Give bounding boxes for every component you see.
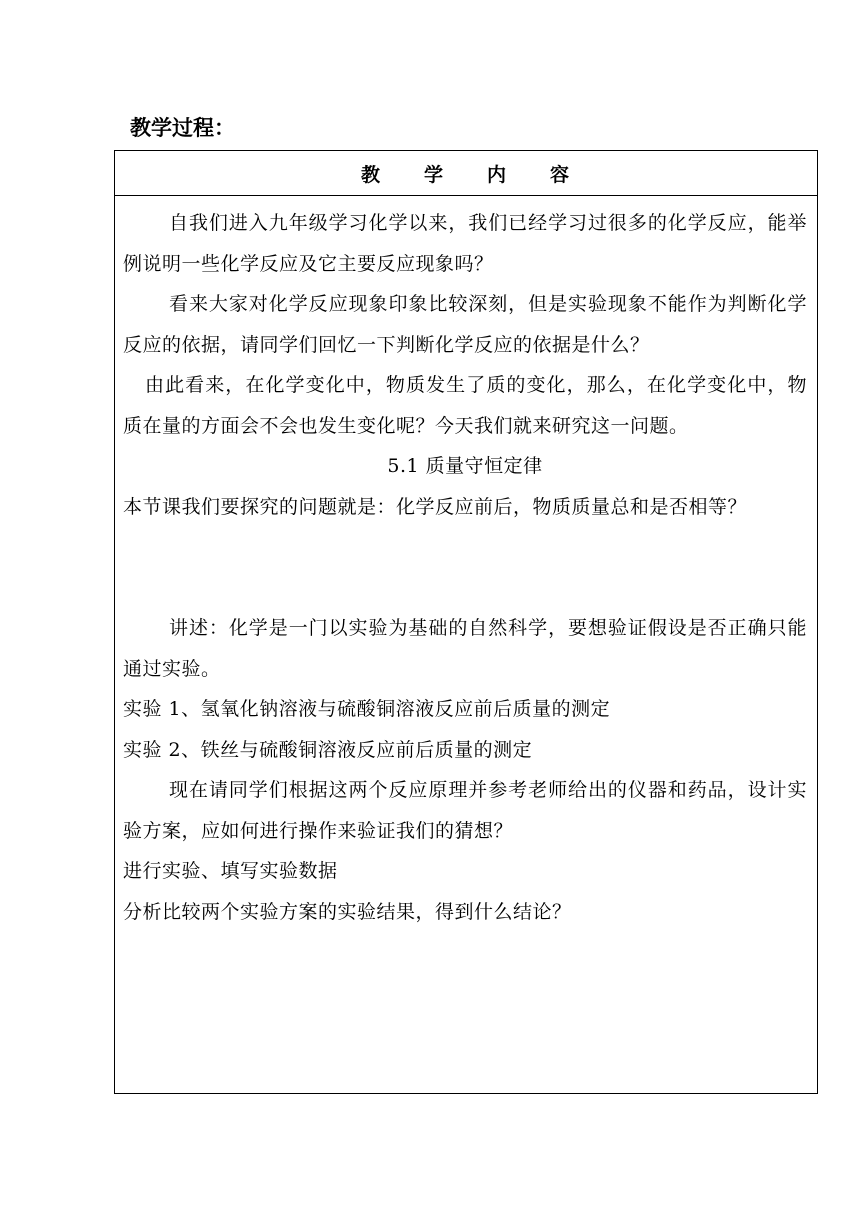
section-title: 教学过程： — [130, 116, 235, 140]
narration-paragraph: 讲述：化学是一门以实验为基础的自然科学，要想验证假设是否正确只能通过实验。 — [123, 617, 807, 680]
teaching-content-table — [114, 150, 818, 1094]
intro-paragraph: 自我们进入九年级学习化学以来，我们已经学习过很多的化学反应，能举例说明一些化学反应及它主要反应现象吗？ — [123, 212, 807, 275]
table-header — [115, 151, 817, 196]
inquiry-question-paragraph: 本节课我们要探究的问题就是：化学反应前后，物质质量总和是否相等？ — [123, 495, 748, 518]
transition-paragraph: 由此看来，在化学变化中，物质发生了质的变化，那么，在化学变化中，物质在量的方面会不会也发生变化呢？今天我们就来研究这一问题。 — [123, 374, 807, 437]
experiment-2-line: 实验 2、铁丝与硫酸铜溶液反应前后质量的测定 — [123, 738, 533, 761]
design-plan-paragraph: 现在请同学们根据这两个反应原理并参考老师给出的仪器和药品，设计实验方案，应如何进行操作来验证我们的猜想？ — [123, 779, 807, 842]
table-body — [115, 196, 817, 1093]
experiment-1-line: 实验 1、氢氧化钠溶液与硫酸铜溶液反应前后质量的测定 — [123, 698, 611, 720]
reaction-basis-paragraph: 看来大家对化学反应现象印象比较深刻，但是实验现象不能作为判断化学反应的依据，请同学们回忆一下判断化学反应的依据是什么？ — [123, 293, 807, 356]
blank-space — [123, 527, 807, 608]
analysis-line: 分析比较两个实验方案的实验结果，得到什么结论？ — [123, 900, 572, 923]
conduct-experiment-line: 进行实验、填写实验数据 — [123, 860, 338, 882]
lesson-heading: 5.1 质量守恒定律 — [387, 455, 543, 477]
table-header-label: 教 学 内 容 — [360, 163, 571, 186]
